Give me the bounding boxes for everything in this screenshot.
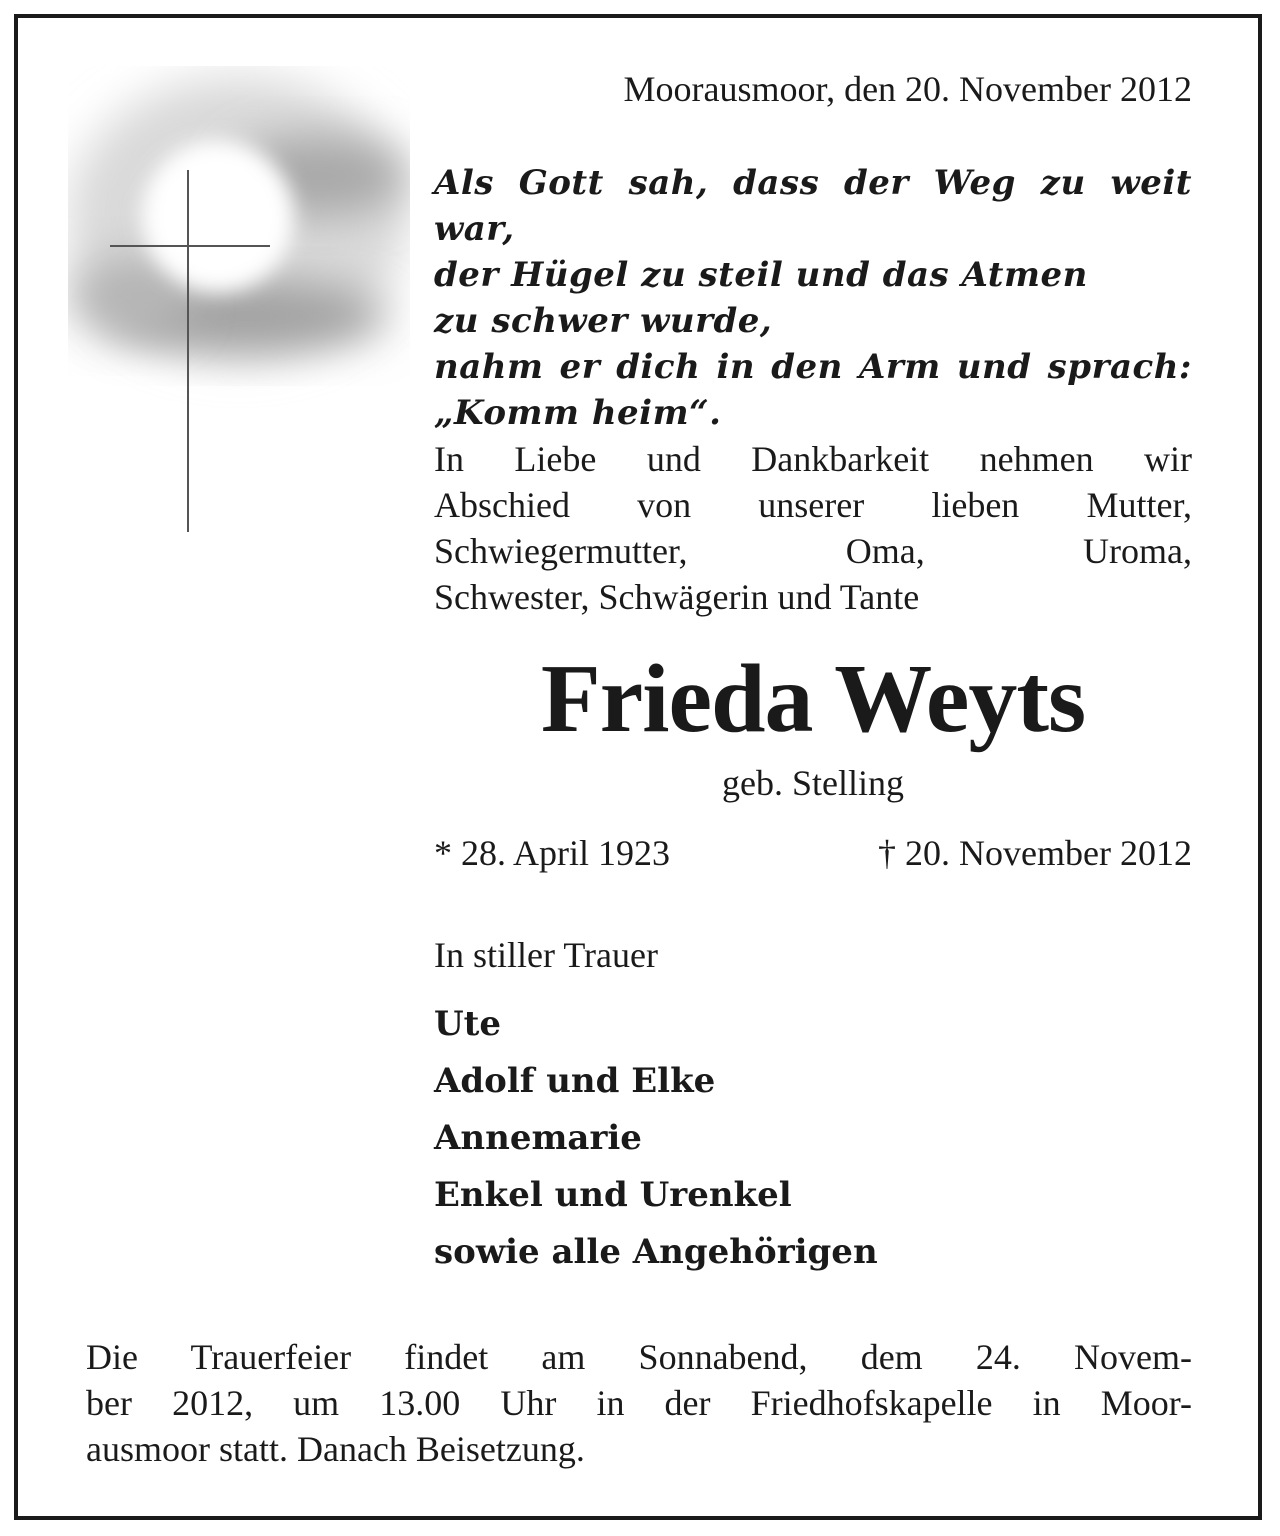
poem-line: nahm er dich in den Arm und sprach:: [434, 347, 1192, 387]
moon: [142, 140, 294, 292]
poem-line: zu schwer wurde,: [434, 301, 773, 341]
poem-line: Als Gott sah, dass der Weg zu weit war,: [434, 163, 1192, 249]
deceased-name: Frieda Weyts: [540, 645, 1086, 753]
death-date: † 20. November 2012: [878, 833, 1192, 873]
funeral-line: Die Trauerfeier findet am Sonnabend, dem 24. Novem-: [86, 1337, 1192, 1377]
cross-moon-illustration: [68, 66, 410, 546]
mourner: Adolf und Elke: [434, 1061, 716, 1101]
mourner: Enkel und Urenkel: [434, 1175, 792, 1215]
funeral-line: ausmoor statt. Danach Beisetzung.: [86, 1429, 585, 1469]
mourner: Annemarie: [434, 1118, 642, 1158]
intro-line: In Liebe und Dankbarkeit nehmen wir: [434, 439, 1192, 479]
intro-line: Schwiegermutter, Oma, Uroma,: [434, 531, 1192, 571]
intro-line: Schwester, Schwägerin und Tante: [434, 577, 920, 617]
poem-line: „Komm heim“.: [434, 393, 722, 433]
mourner: sowie alle Angehörigen: [434, 1232, 878, 1272]
mourner: Ute: [434, 1004, 501, 1044]
intro-line: Abschied von unserer lieben Mutter,: [434, 485, 1192, 525]
maiden-name: geb. Stelling: [722, 763, 904, 803]
funeral-info: [86, 1334, 1192, 1472]
mourning-label: In stiller Trauer: [434, 935, 658, 975]
funeral-line: ber 2012, um 13.00 Uhr in der Friedhofskapelle in Moor-: [86, 1383, 1192, 1423]
place-date: Moorausmoor, den 20. November 2012: [623, 69, 1192, 109]
life-dates: [434, 830, 1192, 876]
intro-text: [434, 436, 1192, 620]
mourners-list: [434, 996, 1192, 1281]
poem: [434, 160, 1192, 436]
birth-date: * 28. April 1923: [434, 833, 671, 873]
poem-line: der Hügel zu steil und das Atmen: [434, 255, 1088, 295]
